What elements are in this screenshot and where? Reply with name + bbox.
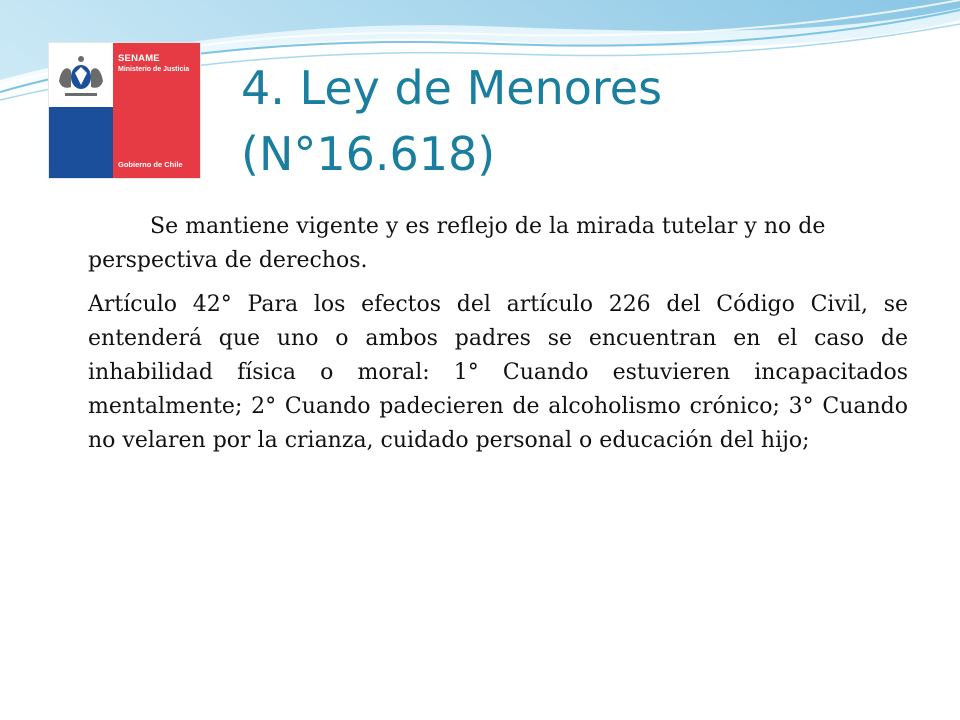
logo-brand-text: SENAME bbox=[118, 53, 160, 64]
slide-body bbox=[88, 210, 908, 458]
paragraph-article-42: Artículo 42° Para los efectos del artículo 226 del Código Civil, se entenderá que uno o ambos padres se encuentran en el caso de inhabilidad física o moral: 1° Cuando estuvieren incapacitados mentalmente; 2° Cuando padecieren de alcoholismo crónico; 3° Cuando no velaren por la crianza, cuidado personal o educación del hijo; bbox=[88, 292, 908, 453]
sename-logo bbox=[49, 43, 200, 178]
title-line-2: (N°16.618) bbox=[241, 127, 496, 181]
logo-blue-panel bbox=[49, 43, 113, 178]
logo-red-panel bbox=[113, 43, 200, 178]
title-line-1: 4. Ley de Menores bbox=[241, 61, 663, 115]
coat-of-arms-icon bbox=[55, 51, 107, 99]
slide-title bbox=[241, 55, 921, 187]
logo-government-text: Gobierno de Chile bbox=[118, 160, 183, 169]
paragraph-intro: Se mantiene vigente y es reflejo de la mirada tutelar y no de perspectiva de derechos. bbox=[88, 214, 826, 273]
logo-ministry-text: Ministerio de Justicia bbox=[118, 66, 190, 73]
